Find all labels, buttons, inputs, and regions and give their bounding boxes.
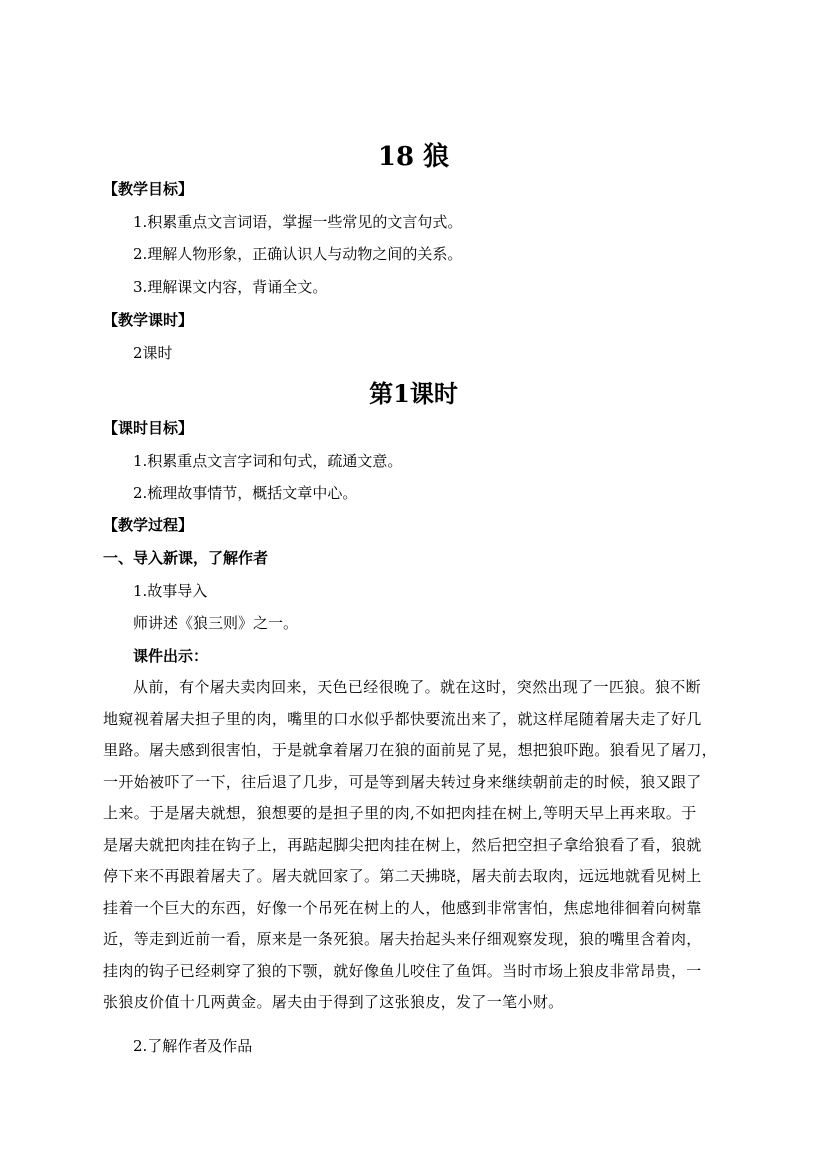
story-line: 张狼皮价值十几两黄金。屠夫由于得到了这张狼皮，发了一笔小财。 [103,993,564,1011]
goal-item-3: 3.理解课文内容，背诵全文。 [133,278,328,296]
step-two-label: 2.了解作者及作品 [133,1037,253,1055]
step-one-label: 1.故事导入 [133,582,208,600]
lesson-title: 第1课时 [369,379,458,408]
story-line: 挂着一个巨大的东西，好像一个吊死在树上的人，他感到非常害怕，焦虑地徘徊着向树靠 [103,898,702,917]
section-heading-process: 【教学过程】 [103,516,194,534]
class-hours-value: 2课时 [133,344,173,362]
story-line: 里路。屠夫感到很害怕，于是就拿着屠刀在狼的面前晃了晃，想把狼吓跑。狼看见了屠刀， [103,741,718,759]
story-line: 是屠夫就把肉挂在钩子上，再踮起脚尖把肉挂在树上，然后把空担子拿给狼看了看，狼就 [103,835,702,854]
story-line: 近，等走到近前一看，原来是一条死狼。屠夫抬起头来仔细观察发现，狼的嘴里含着肉， [103,930,702,948]
story-line: 一开始被吓了一下，往后退了几步，可是等到屠夫转过身来继续朝前走的时候，狼又跟了 [103,772,702,791]
goal-item-2: 2.理解人物形象，正确认识人与动物之间的关系。 [133,245,463,263]
section-heading-lesson-goals: 【课时目标】 [103,419,194,437]
goal-item-1: 1.积累重点文言词语，掌握一些常见的文言句式。 [133,213,463,231]
section-heading-teaching-goals: 【教学目标】 [103,180,194,198]
story-line: 挂肉的钩子已经刺穿了狼的下颚，就好像鱼儿咬住了鱼饵。当时市场上狼皮非常昂贵，一 [103,961,702,980]
document-title: 18 狼 [377,142,450,172]
lesson-goal-item-2: 2.梳理故事情节，概括文章中心。 [133,484,358,502]
story-paragraph [103,672,749,1019]
teacher-note: 师讲述《狼三则》之一。 [133,614,299,632]
story-line: 停下来不再跟着屠夫了。屠夫就回家了。第二天拂晓，屠夫前去取肉，远远地就看见树上 [103,867,702,885]
story-line: 地窥视着屠夫担子里的肉，嘴里的口水似乎都快要流出来了，就这样尾随着屠夫走了好几 [103,709,702,728]
story-line: 上来。于是屠夫就想，狼想要的是担子里的肉,不如把肉挂在树上,等明天早上再来取。于 [103,804,697,822]
part-one-heading: 一、导入新课，了解作者 [103,549,269,567]
courseware-label: 课件出示： [133,647,209,665]
lesson-goal-item-1: 1.积累重点文言字词和句式，疏通文意。 [133,452,403,470]
section-heading-class-hours: 【教学课时】 [103,311,194,329]
story-line: 从前，有个屠夫卖肉回来，天色已经很晚了。就在这时，突然出现了一匹狼。狼不断 [133,678,701,696]
